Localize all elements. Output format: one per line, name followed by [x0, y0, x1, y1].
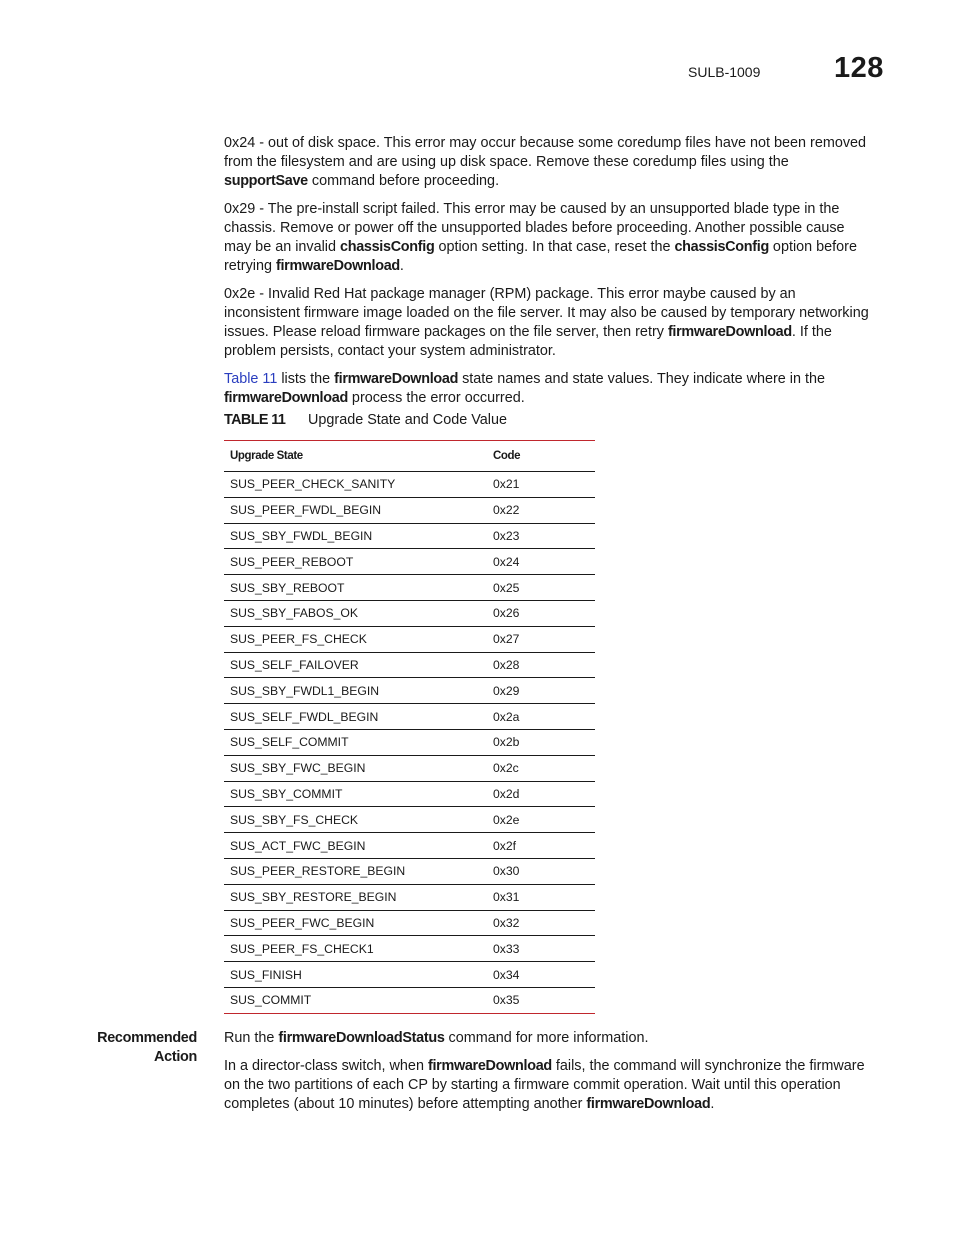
command-firmwaredownload: firmwareDownload	[586, 1096, 711, 1112]
table-row	[224, 472, 595, 498]
code-cell: 0x35	[493, 993, 520, 1008]
table-header-row	[224, 441, 595, 472]
state-name-cell: SUS_PEER_FWC_BEGIN	[224, 910, 487, 936]
table-row	[224, 884, 595, 910]
state-name-cell: SUS_SBY_FS_CHECK	[224, 807, 487, 833]
table-row	[224, 652, 595, 678]
paragraph-0x24: 0x24 - out of disk space. This error may occur because some coredump files have not been removed from the filesystem and are using up disk space. Remove these coredump files using the supportSave command before proceeding.	[224, 135, 867, 189]
table-row	[224, 962, 595, 988]
table-caption-label: TABLE 11	[224, 412, 286, 428]
code-cell: 0x2b	[487, 729, 595, 755]
command-chassisconfig: chassisConfig	[674, 239, 769, 255]
state-name-cell: SUS_SELF_COMMIT	[224, 729, 487, 755]
paragraph-0x29: 0x29 - The pre-install script failed. This error may be caused by an unsupported blade type in the chassis. Remove or power off the unsupported blades before proceeding. Another possible cause may be an invalid chassisConfig option setting. In that case, reset the chassisConfig option before retrying firmwareDownload.	[224, 201, 857, 274]
code-cell: 0x24	[487, 549, 595, 575]
command-supportsave: supportSave	[224, 173, 308, 189]
state-name-cell: SUS_PEER_CHECK_SANITY	[224, 472, 487, 498]
table-row	[224, 497, 595, 523]
recommended-action-body	[224, 1029, 872, 1123]
code-cell: 0x27	[487, 626, 595, 652]
code-cell: 0x34	[487, 962, 595, 988]
state-name-cell: SUS_SBY_COMMIT	[224, 781, 487, 807]
column-header-code: Code	[487, 441, 595, 472]
table-row	[224, 936, 595, 962]
code-cell: 0x23	[487, 523, 595, 549]
command-firmwaredownload: firmwareDownload	[334, 371, 459, 387]
message-body	[224, 134, 872, 417]
state-name-cell: SUS_FINISH	[224, 962, 487, 988]
column-header-upgrade-state: Upgrade State	[224, 441, 487, 472]
table-row	[224, 704, 595, 730]
state-name-cell: SUS_PEER_FS_CHECK	[224, 626, 487, 652]
code-cell: 0x28	[487, 652, 595, 678]
upgrade-state-table	[224, 440, 595, 1014]
command-firmwaredownload: firmwareDownload	[275, 258, 400, 274]
code-cell: 0x21	[487, 472, 595, 498]
code-cell: 0x30	[487, 858, 595, 884]
code-cell: 0x2f	[487, 833, 595, 859]
code-cell: 0x25	[487, 575, 595, 601]
table-row	[224, 729, 595, 755]
table-row	[224, 626, 595, 652]
code-cell: 0x31	[487, 884, 595, 910]
state-name-cell: SUS_SBY_FWDL1_BEGIN	[224, 678, 487, 704]
recommended-action-label: Recommended Action	[97, 1030, 197, 1065]
table-row	[224, 755, 595, 781]
code-cell: 0x22	[487, 497, 595, 523]
doc-code: SULB-1009	[688, 64, 761, 80]
code-cell: 0x2d	[487, 781, 595, 807]
table-row	[224, 807, 595, 833]
state-name-cell: SUS_COMMIT	[230, 993, 312, 1008]
command-firmwaredownload: firmwareDownload	[224, 390, 348, 406]
code-cell: 0x2e	[487, 807, 595, 833]
state-name-cell: SUS_ACT_FWC_BEGIN	[224, 833, 487, 859]
table-row	[224, 781, 595, 807]
state-name-cell: SUS_PEER_REBOOT	[224, 549, 487, 575]
code-cell: 0x33	[487, 936, 595, 962]
state-name-cell: SUS_SBY_RESTORE_BEGIN	[224, 884, 487, 910]
table-caption	[224, 412, 507, 428]
state-name-cell: SUS_SELF_FWDL_BEGIN	[224, 704, 487, 730]
table-row	[224, 678, 595, 704]
paragraph-0x2e: 0x2e - Invalid Red Hat package manager (RPM) package. This error maybe caused by an inconsistent firmware image loaded on the file server. It may also be caused by temporary networking issues. Please reload firmware packages on the file server, then retry firmwareDownload. If the problem persists, contact your system administrator.	[224, 286, 869, 359]
message-number: 128	[834, 52, 884, 84]
state-name-cell: SUS_PEER_RESTORE_BEGIN	[224, 858, 487, 884]
state-name-cell: SUS_SBY_FWC_BEGIN	[224, 755, 487, 781]
action-paragraph-1: Run the firmwareDownloadStatus command for more information.	[224, 1030, 649, 1046]
table-row	[224, 575, 595, 601]
command-firmwaredownload: firmwareDownload	[667, 324, 792, 340]
code-cell: 0x2c	[487, 755, 595, 781]
code-cell: 0x32	[487, 910, 595, 936]
code-cell: 0x2a	[487, 704, 595, 730]
code-cell: 0x29	[487, 678, 595, 704]
code-cell: 0x26	[487, 600, 595, 626]
state-name-cell: SUS_PEER_FS_CHECK1	[224, 936, 487, 962]
state-name-cell: SUS_SBY_FWDL_BEGIN	[224, 523, 487, 549]
table-row	[224, 833, 595, 859]
state-name-cell: SUS_SBY_FABOS_OK	[224, 600, 487, 626]
action-paragraph-2: In a director-class switch, when firmwareDownload fails, the command will synchronize the firmware on the two partitions of each CP by starting a firmware commit operation. Wait until this operation completes (about 10 minutes) before attempting another firmwareDownload.	[224, 1058, 865, 1112]
table-row	[224, 910, 595, 936]
state-name-cell: SUS_SBY_REBOOT	[224, 575, 487, 601]
command-firmwaredownloadstatus: firmwareDownloadStatus	[278, 1030, 445, 1046]
table-row	[224, 549, 595, 575]
table-11-link[interactable]: Table 11	[224, 371, 278, 387]
table-row	[224, 523, 595, 549]
paragraph-table-intro: Table 11 lists the firmwareDownload state names and state values. They indicate where in the firmwareDownload process the error occurred.	[224, 371, 825, 406]
command-firmwaredownload: firmwareDownload	[427, 1058, 552, 1074]
table-row	[224, 858, 595, 884]
command-chassisconfig: chassisConfig	[340, 239, 435, 255]
state-name-cell: SUS_PEER_FWDL_BEGIN	[224, 497, 487, 523]
table-row	[224, 600, 595, 626]
state-name-cell: SUS_SELF_FAILOVER	[224, 652, 487, 678]
table-caption-title: Upgrade State and Code Value	[308, 412, 507, 428]
table-row	[224, 987, 595, 1013]
